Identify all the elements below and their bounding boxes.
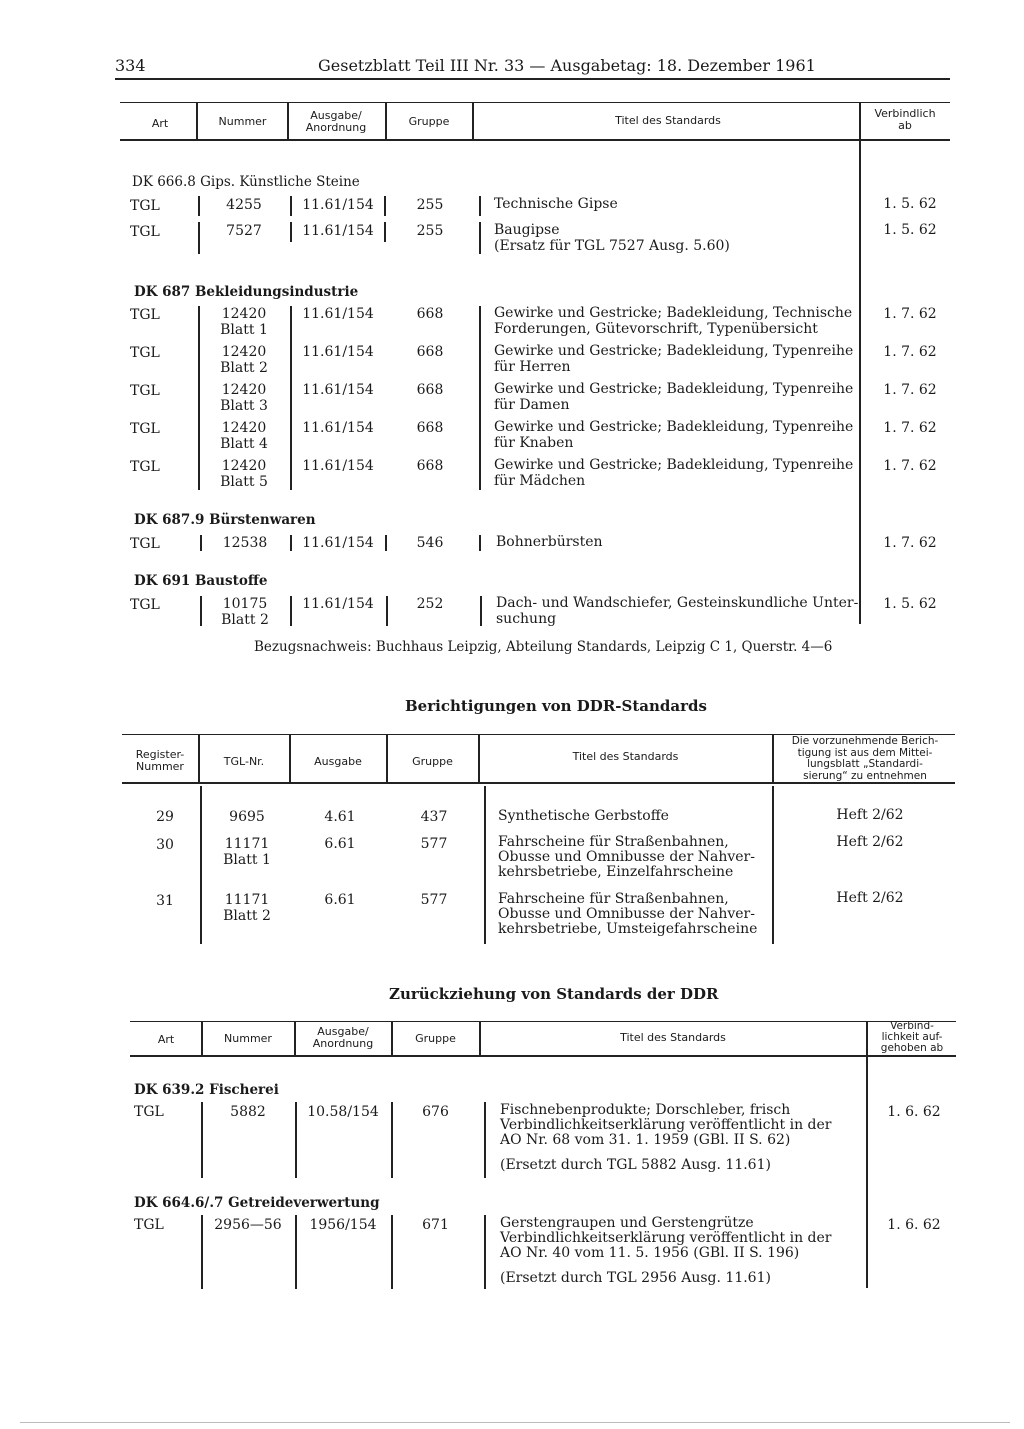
t1-section-heading: DK 687 Bekleidungsindustrie xyxy=(134,284,359,300)
t1-titel: Gewirke und Gestricke; Badekleidung, Typenreihe für Knaben xyxy=(494,419,854,451)
t3-ausgabe: 10.58/154 xyxy=(307,1104,379,1120)
t3-ersatz: (Ersetzt durch TGL 2956 Ausg. 11.61) xyxy=(500,1270,771,1286)
t1-ab: 1. 7. 62 xyxy=(883,535,937,551)
t1-ausgabe: 11.61/154 xyxy=(302,306,374,322)
t2-ausgabe: 6.61 xyxy=(324,892,356,908)
t3-header-top-rule xyxy=(130,1021,956,1022)
t3-art: TGL xyxy=(134,1104,164,1120)
t3-col-gruppe: Gruppe xyxy=(415,1032,456,1045)
t3-gruppe: 676 xyxy=(422,1104,449,1120)
t3-ersatz: (Ersetzt durch TGL 5882 Ausg. 11.61) xyxy=(500,1157,771,1173)
t1-gruppe: 668 xyxy=(416,382,444,398)
t1-ab: 1. 7. 62 xyxy=(883,458,937,474)
t1-ab: 1. 7. 62 xyxy=(883,382,937,398)
t1-nummer: 10175 Blatt 2 xyxy=(221,596,269,628)
t3-ab: 1. 6. 62 xyxy=(887,1217,941,1233)
t1-titel: Technische Gipse xyxy=(494,196,618,212)
t2-gruppe: 577 xyxy=(420,892,448,908)
t1-col-ausgabe: Ausgabe/ Anordnung xyxy=(305,109,367,134)
t1-titel: Baugipse (Ersatz für TGL 7527 Ausg. 5.60) xyxy=(494,222,730,254)
t3-header-bottom-rule xyxy=(130,1055,956,1057)
t3-section-heading: DK 639.2 Fischerei xyxy=(134,1082,279,1098)
t1-ab: 1. 5. 62 xyxy=(883,596,937,612)
t1-titel: Bohnerbürsten xyxy=(496,534,603,550)
page-number: 334 xyxy=(115,56,146,75)
t1-art: TGL xyxy=(130,536,160,552)
t2-title: Berichtigungen von DDR-Standards xyxy=(405,697,707,715)
t1-ausgabe: 11.61/154 xyxy=(302,596,374,612)
t3-ab: 1. 6. 62 xyxy=(887,1104,941,1120)
t1-header-bottom-rule xyxy=(120,139,950,141)
t1-col-verbindlich: Verbindlich ab xyxy=(874,107,936,132)
t1-ab: 1. 5. 62 xyxy=(883,196,937,212)
t1-titel: Dach- und Wandschiefer, Gesteinskundliche Unter- suchung xyxy=(496,595,859,627)
scan-edge xyxy=(20,1422,1010,1423)
t1-art: TGL xyxy=(130,198,160,214)
t1-art: TGL xyxy=(130,383,160,399)
t1-titel: Gewirke und Gestricke; Badekleidung, Typenreihe für Herren xyxy=(494,343,854,375)
t2-ausgabe: 6.61 xyxy=(324,836,356,852)
t1-header-top-rule xyxy=(120,102,950,103)
t1-titel: Gewirke und Gestricke; Badekleidung, Technische Forderungen, Gütevorschrift, Typenübersicht xyxy=(494,305,853,337)
t2-col-titel: Titel des Standards xyxy=(572,750,679,763)
t1-ab: 1. 7. 62 xyxy=(883,344,937,360)
t1-art: TGL xyxy=(130,345,160,361)
t2-col-tgl: TGL-Nr. xyxy=(223,755,265,768)
t1-art: TGL xyxy=(130,421,160,437)
t1-art: TGL xyxy=(130,224,160,240)
t1-art: TGL xyxy=(130,307,160,323)
t1-ausgabe: 11.61/154 xyxy=(302,458,374,474)
t2-header-bottom-rule xyxy=(122,782,955,784)
t2-gruppe: 577 xyxy=(420,836,448,852)
t2-ausgabe: 4.61 xyxy=(324,809,356,825)
t1-nummer: 12420 Blatt 4 xyxy=(220,420,268,452)
t1-titel: Gewirke und Gestricke; Badekleidung, Typenreihe für Mädchen xyxy=(494,457,854,489)
t2-titel: Synthetische Gerbstoffe xyxy=(498,808,669,824)
t1-col-gruppe: Gruppe xyxy=(408,115,450,128)
t3-title: Zurückziehung von Standards der DDR xyxy=(389,985,719,1003)
t1-nummer: 12420 Blatt 2 xyxy=(220,344,268,376)
t1-ausgabe: 11.61/154 xyxy=(302,420,374,436)
t2-nr: 30 xyxy=(156,837,174,853)
t1-gruppe: 546 xyxy=(416,535,444,551)
t1-col-titel: Titel des Standards xyxy=(615,114,721,127)
t1-section-heading: DK 691 Baustoffe xyxy=(134,573,268,589)
t3-section-heading: DK 664.6/.7 Getreideverwertung xyxy=(134,1195,380,1211)
t3-art: TGL xyxy=(134,1217,164,1233)
t2-col-gruppe: Gruppe xyxy=(412,755,453,768)
t3-col-nummer: Nummer xyxy=(224,1032,272,1045)
t1-right-divider xyxy=(859,140,861,624)
t1-ausgabe: 11.61/154 xyxy=(302,197,374,213)
t3-titel: Gerstengraupen und Gerstengrütze Verbindlichkeitserklärung veröffentlicht in der AO Nr. 40 vom 11. 5. 1956 (GBl. II S. 196) xyxy=(500,1215,832,1261)
t1-nummer: 12538 xyxy=(222,535,268,551)
t1-nummer: 12420 Blatt 5 xyxy=(220,458,268,490)
t2-heft: Heft 2/62 xyxy=(836,807,904,823)
t1-gruppe: 255 xyxy=(416,197,444,213)
t1-titel: Gewirke und Gestricke; Badekleidung, Typenreihe für Damen xyxy=(494,381,854,413)
t3-titel: Fischnebenprodukte; Dorschleber, frisch Verbindlichkeitserklärung veröffentlicht in der AO Nr. 68 vom 31. 1. 1959 (GBl. II S. 62) xyxy=(500,1102,832,1148)
t3-ausgabe: 1956/154 xyxy=(309,1217,377,1233)
t1-ab: 1. 7. 62 xyxy=(883,306,937,322)
t1-nummer: 12420 Blatt 1 xyxy=(220,306,268,338)
t2-col-register: Register- Nummer xyxy=(135,748,185,773)
t1-section-heading: DK 687.9 Bürstenwaren xyxy=(134,512,316,528)
t2-tgl: 11171 Blatt 1 xyxy=(223,836,271,868)
t1-ab: 1. 7. 62 xyxy=(883,420,937,436)
t1-ausgabe: 11.61/154 xyxy=(302,223,374,239)
t1-col-nummer: Nummer xyxy=(218,115,267,128)
t1-gruppe: 668 xyxy=(416,458,444,474)
t2-nr: 31 xyxy=(156,893,174,909)
t1-gruppe: 668 xyxy=(416,344,444,360)
t3-nummer: 5882 xyxy=(230,1104,266,1120)
t1-gruppe: 668 xyxy=(416,306,444,322)
t2-gruppe: 437 xyxy=(420,809,448,825)
t1-ab: 1. 5. 62 xyxy=(883,222,937,238)
t1-ausgabe: 11.61/154 xyxy=(302,382,374,398)
running-head: Gesetzblatt Teil III Nr. 33 — Ausgabetag: 18. Dezember 1961 xyxy=(318,56,816,75)
t1-art: TGL xyxy=(130,459,160,475)
t3-nummer: 2956—56 xyxy=(214,1217,282,1233)
t2-col-hinweis: Die vorzunehmende Berich- tigung ist aus dem Mittei- lungsblatt „Standardi- sierung“ zu entnehmen xyxy=(791,735,939,782)
t1-nummer: 7527 xyxy=(226,223,262,239)
t1-gruppe: 252 xyxy=(416,596,444,612)
t1-ausgabe: 11.61/154 xyxy=(302,535,374,551)
t2-heft: Heft 2/62 xyxy=(836,834,904,850)
t1-nummer: 4255 xyxy=(226,197,262,213)
head-rule xyxy=(115,78,950,80)
t1-section-heading: DK 666.8 Gips. Künstliche Steine xyxy=(132,174,360,190)
t2-tgl: 9695 xyxy=(229,809,265,825)
t1-ausgabe: 11.61/154 xyxy=(302,344,374,360)
t1-bezugsnachweis: Bezugsnachweis: Buchhaus Leipzig, Abteilung Standards, Leipzig C 1, Querstr. 4—6 xyxy=(254,639,833,655)
t1-gruppe: 668 xyxy=(416,420,444,436)
t2-nr: 29 xyxy=(156,809,174,825)
t1-art: TGL xyxy=(130,597,160,613)
t1-gruppe: 255 xyxy=(416,223,444,239)
t2-tgl: 11171 Blatt 2 xyxy=(223,892,271,924)
t1-nummer: 12420 Blatt 3 xyxy=(220,382,268,414)
t2-titel: Fahrscheine für Straßenbahnen, Obusse und Omnibusse der Nahver- kehrsbetriebe, Umsteigefahrscheine xyxy=(498,891,758,937)
t2-titel: Fahrscheine für Straßenbahnen, Obusse und Omnibusse der Nahver- kehrsbetriebe, Einzelfahrscheine xyxy=(498,834,755,880)
t3-col-titel: Titel des Standards xyxy=(620,1031,726,1044)
t3-col-art: Art xyxy=(157,1033,175,1046)
t2-heft: Heft 2/62 xyxy=(836,890,904,906)
t1-col-art: Art xyxy=(151,117,169,130)
t3-gruppe: 671 xyxy=(422,1217,449,1233)
t3-col-aufgehoben: Verbind- lichkeit auf- gehoben ab xyxy=(880,1020,944,1054)
t3-col-ausgabe: Ausgabe/ Anordnung xyxy=(312,1025,374,1050)
t2-col-ausgabe: Ausgabe xyxy=(314,755,362,768)
t3-right-divider xyxy=(866,1056,868,1288)
